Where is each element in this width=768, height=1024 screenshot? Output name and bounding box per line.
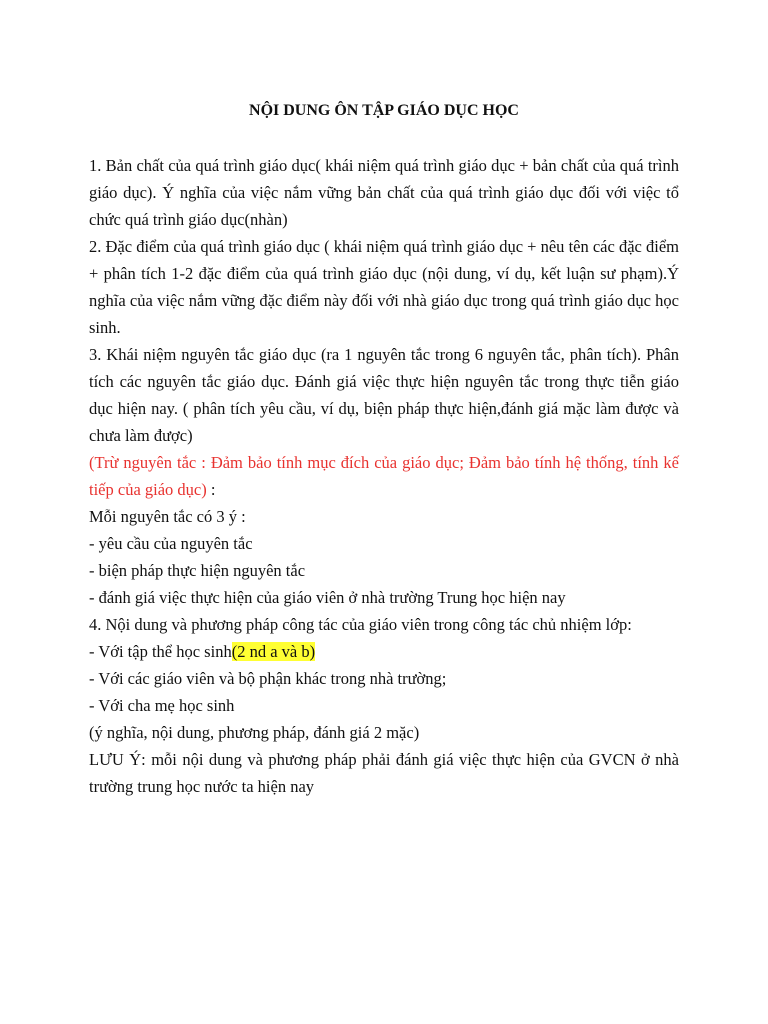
item-3: 3. Khái niệm nguyên tắc giáo dục (ra 1 nguyên tắc trong 6 nguyên tắc, phân tích). Phân tích các nguyên tắc giáo dục. Đánh giá việc thực hiện nguyên tắc trong thực tiễn giáo dục hiện nay. ( phân tích yêu cầu, ví dụ, biện pháp thực hiện,đánh giá mặc làm được và chưa làm được) <box>89 345 679 445</box>
document-title: NỘI DUNG ÔN TẬP GIÁO DỤC HỌC <box>249 102 519 119</box>
item-2: 2. Đặc điểm của quá trình giáo dục ( khái niệm quá trình giáo dục + nêu tên các đặc điểm + phân tích 1-2 đặc điểm của quá trình giáo dục (nội dung, ví dụ, kết luận sư phạm).Ý nghĩa của việc nắm vững đặc điểm này đối với nhà giáo dục trong quá trình giáo dục học sinh. <box>89 237 679 337</box>
sub-item-parents: - Với cha mẹ học sinh <box>89 696 235 715</box>
sub-item-teachers: - Với các giáo viên và bộ phận khác trong nhà trường; <box>89 669 447 688</box>
note-paren: (ý nghĩa, nội dung, phương pháp, đánh giá 2 mặc) <box>89 723 420 742</box>
point-requirements: - yêu cầu của nguyên tắc <box>89 534 253 553</box>
sub-item-students-text: - Với tập thể học sinh <box>89 642 232 661</box>
exception-tail: : <box>206 480 216 499</box>
highlighted-note: (2 nd a và b) <box>231 642 316 661</box>
each-principle-line: Mỗi nguyên tắc có 3 ý : <box>89 507 246 526</box>
luu-y-note: LƯU Ý: mỗi nội dung và phương pháp phải đánh giá việc thực hiện của GVCN ở nhà trường trung học nước ta hiện nay <box>89 750 679 796</box>
item-4: 4. Nội dung và phương pháp công tác của giáo viên trong công tác chủ nhiệm lớp: <box>89 615 632 634</box>
item-1: 1. Bản chất của quá trình giáo dục( khái niệm quá trình giáo dục + bản chất của quá trình giáo dục). Ý nghĩa của việc nắm vững bản chất của quá trình giáo dục đối với việc tổ chức quá trình giáo dục(nhàn) <box>89 156 679 229</box>
document-page <box>89 96 679 800</box>
point-evaluation: - đánh giá việc thực hiện của giáo viên ở nhà trường Trung học hiện nay <box>89 588 566 607</box>
point-measures: - biện pháp thực hiện nguyên tắc <box>89 561 306 580</box>
exception-red-text: (Trừ nguyên tắc : Đảm bảo tính mục đích của giáo dục; Đảm bảo tính hệ thống, tính kế tiếp của giáo dục) <box>89 453 679 499</box>
sub-item-students <box>89 638 679 665</box>
exception-note <box>89 449 679 503</box>
